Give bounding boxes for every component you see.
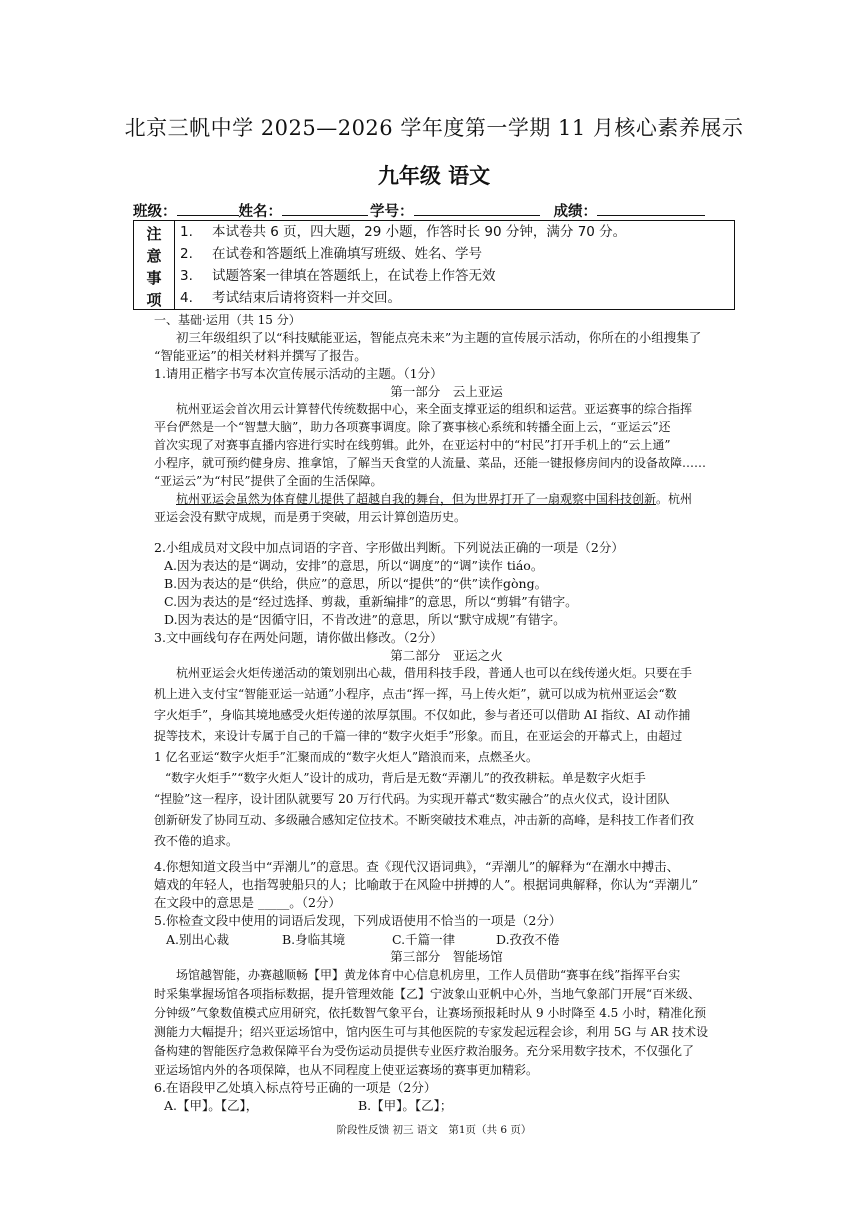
notice-box [133, 220, 735, 310]
score-blank [597, 201, 705, 216]
option: A.别出心裁 [166, 932, 230, 947]
option: B.【甲】。【乙】； [358, 1098, 453, 1113]
paragraph-line: 杭州亚运会首次用云计算替代传统数据中心，来全面支撑亚运的组织和运营。亚运赛事的综合指挥 [176, 402, 693, 416]
class-blank [177, 201, 239, 216]
paragraph-line: 亚运场馆内外的各项保障，也从不同程度上使亚运赛场的赛事更加精彩。 [154, 1063, 539, 1077]
exam-title: 北京三帆中学 2025—2026 学年度第一学期 11 月核心素养展示 [124, 116, 744, 140]
question-4-cont: 在文段中的意思是 _____。（2分） [154, 895, 341, 910]
intro-text: “智能亚运”的相关材料并撰写了报告。 [154, 348, 367, 363]
question-4-cont: 嬉戏的年轻人，也指驾驶船只的人；比喻敢于在风险中拼搏的人”。根据词典解释，你认为“弄潮儿” [154, 877, 699, 892]
paragraph-line: 杭州亚运会虽然为体育健儿提供了超越自我的舞台，但为世界打开了一扇观察中国科技创新。杭州 [176, 492, 693, 506]
option: D.孜孜不倦 [496, 932, 560, 947]
paragraph-line: 捉等技术，来设计专属于自己的千篇一律的“数字火炬手”形象。而且，在亚运会的开幕式上，由超过 [154, 729, 683, 743]
paragraph-line: 创新研发了协同互动、多级融合感知定位技术。不断突破技术难点，冲击新的高峰，是科技工作者们孜 [154, 813, 695, 827]
exam-subtitle: 九年级 语文 [377, 163, 491, 188]
class-label: 班级： [133, 204, 177, 220]
option: B.因为表达的是“供给，供应”的意思，所以“提供”的“供”读作gòng。 [164, 576, 548, 591]
notice-items [174, 221, 734, 309]
option: C.因为表达的是“经过选择、剪裁，重新编排”的意思，所以“剪辑”有错字。 [164, 594, 578, 609]
option: A.【甲】。【乙】， [164, 1098, 259, 1113]
option: B.身临其境 [282, 932, 346, 947]
question-4: 4.你想知道文段当中“弄潮儿”的意思。查《现代汉语词典》，“弄潮儿”的解释为“在潮水中搏击、 [154, 859, 680, 874]
option: A.因为表达的是“调动，安排”的意思，所以“调度”的“调”读作 tiáo。 [164, 558, 544, 573]
paragraph-line: 孜不倦的追求。 [154, 834, 239, 848]
question-5: 5.你检查文段中使用的词语后发现，下列成语使用不恰当的一项是（2分） [154, 913, 562, 928]
paragraph-line: “捏脸”这一程序，设计团队就要写 20 万行代码。为实现开幕式“数实融合”的点火仪式，设计团队 [154, 792, 670, 806]
part-2-title: 第二部分 亚运之火 [390, 648, 503, 663]
notice-item: 2. 在试卷和答题纸上准确填写班级、姓名、学号 [180, 246, 482, 262]
paragraph-line: 测能力大幅提升；绍兴亚运场馆中，馆内医生可与其他医院的专家发起远程会诊，利用 5G 与 AR 技术设 [154, 1025, 709, 1039]
paragraph-line: 1 亿名亚运“数字火炬手”汇聚而成的“数字火炬人”踏浪而来，点燃圣火。 [154, 750, 538, 764]
section-heading: 一、基础·运用（共 15 分） [154, 313, 301, 327]
id-label: 学号： [370, 204, 414, 220]
notice-char: 意 [146, 247, 162, 265]
question-1: 1.请用正楷字书写本次宣传展示活动的主题。（1分） [154, 366, 443, 381]
notice-item: 3. 试题答案一律填在答题纸上，在试卷上作答无效 [180, 268, 496, 284]
part-3-title: 第三部分 智能场馆 [390, 949, 503, 964]
paragraph-line: 首次实现了对赛事直播内容进行实时在线剪辑。此外，在亚运村中的“村民”打开手机上的“云上通” [154, 438, 671, 452]
notice-side-label [134, 221, 175, 309]
paragraph-line: 分钟级”气象数值模式应用研究，依托数智气象平台，让赛场预报耗时从 9 小时降至 4.5 小时，精准化预 [154, 1006, 707, 1020]
notice-char: 项 [146, 291, 162, 309]
page-footer: 阶段性反馈 初三 语文 第1页（共 6 页） [336, 1124, 532, 1136]
paragraph-line: “亚运云”为“村民”提供了全面的生活保障。 [154, 474, 383, 488]
paragraph-line: 场馆越智能，办赛越顺畅【甲】黄龙体育中心信息机房里，工作人员借助“赛事在线”指挥平台实 [176, 968, 681, 982]
option: D.因为表达的是“因循守旧，不肯改进”的意思，所以“默守成规”有错字。 [164, 612, 566, 627]
notice-char: 注 [146, 225, 162, 243]
name-blank [282, 201, 368, 216]
paragraph-line: 时采集掌握场馆各项指标数据，提升管理效能【乙】宁波象山亚帆中心外，当地气象部门开展“百米级、 [154, 987, 701, 1001]
student-info-line [133, 200, 705, 221]
paragraph-line: “数字火炬手”“数字火炬人”设计的成功，背后是无数“弄潮儿”的孜孜耕耘。单是数字火炬手 [165, 771, 646, 785]
question-2: 2.小组成员对文段中加点词语的字音、字形做出判断。下列说法正确的一项是（2分） [154, 540, 624, 555]
question-6: 6.在语段甲乙处填入标点符号正确的一项是（2分） [154, 1080, 437, 1095]
notice-item: 4. 考试结束后请将资料一并交回。 [180, 290, 401, 306]
paragraph-line: 备构建的智能医疗急救保障平台为受伤运动员提供专业医疗救治服务。充分采用数字技术，不仅强化了 [154, 1044, 695, 1058]
id-blank [414, 201, 540, 216]
option: C.千篇一律 [392, 932, 456, 947]
paragraph-line: 杭州亚运会火炬传递活动的策划别出心裁，借用科技手段，普通人也可以在线传递火炬。只要在手 [176, 666, 693, 680]
question-3: 3.文中画线句存在两处问题，请你做出修改。（2分） [154, 630, 443, 645]
paragraph-line: 平台俨然是一个“智慧大脑”，助力各项赛事调度。除了赛事核心系统和转播全面上云，“亚运云”还 [154, 420, 671, 434]
part-1-title: 第一部分 云上亚运 [390, 384, 503, 399]
name-label: 姓名： [238, 204, 282, 220]
paragraph-line: 字火炬手”，身临其境地感受火炬传递的浓厚氛围。不仅如此，参与者还可以借助 AI 指纹、AI 动作捕 [154, 708, 691, 722]
score-label: 成绩： [553, 204, 597, 220]
notice-item: 1. 本试卷共 6 页，四大题，29 小题，作答时长 90 分钟，满分 70 分。 [180, 224, 627, 240]
intro-text: 初三年级组织了以“科技赋能亚运，智能点亮未来”为主题的宣传展示活动，你所在的小组搜集了 [176, 330, 702, 345]
notice-char: 事 [146, 269, 162, 287]
paragraph-line: 亚运会没有默守成规，而是勇于突破，用云计算创造历史。 [154, 510, 467, 524]
paragraph-line: 机上进入支付宝“智能亚运一站通”小程序，点击“挥一挥，马上传火炬”，就可以成为杭州亚运会“数 [154, 687, 677, 701]
underlined-sentence: 杭州亚运会虽然为体育健儿提供了超越自我的舞台，但为世界打开了一扇观察中国科技创新 [176, 492, 657, 506]
paragraph-line: 小程序，就可预约健身房、推拿馆，了解当天食堂的人流量、菜品，还能一键报修房间内的设备故障…… [154, 456, 707, 470]
